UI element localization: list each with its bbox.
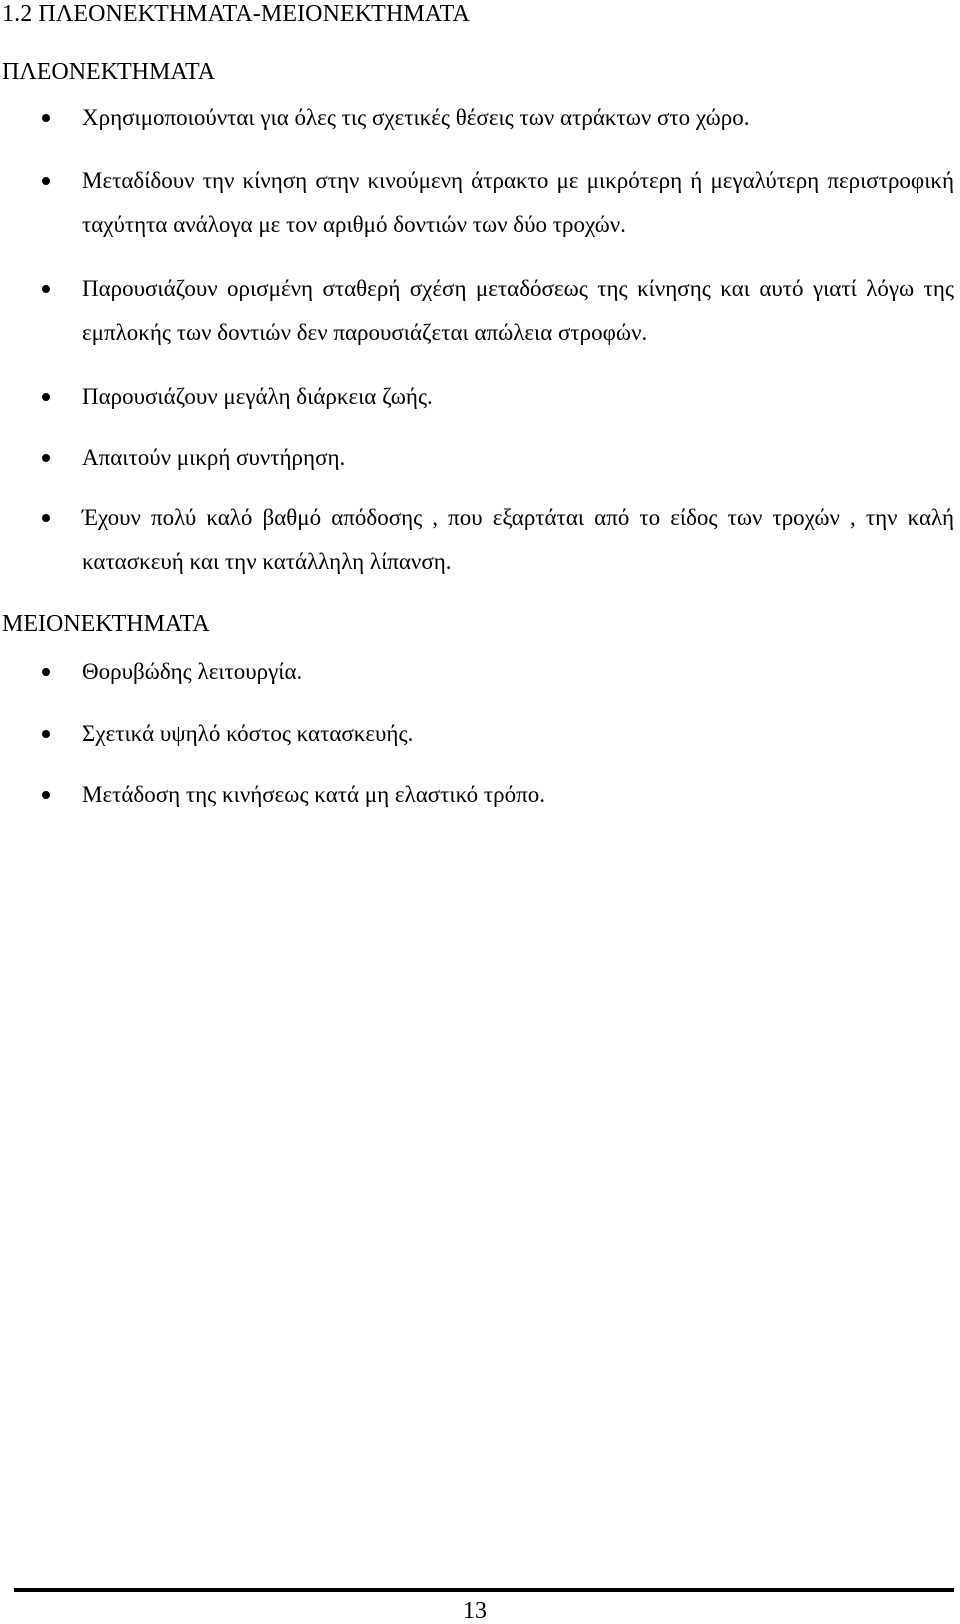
- bullet-icon: [42, 454, 50, 462]
- list-item-text: Παρουσιάζουν μεγάλη διάρκεια ζωής.: [82, 384, 433, 409]
- list-item-text: Απαιτούν μικρή συντήρηση.: [82, 445, 346, 470]
- list-item-text: Έχουν πολύ καλό βαθμό απόδοσης , που εξαρτάται από το είδος των τροχών , την καλή κατασκευή και την κατάλληλη λίπανση.: [82, 505, 954, 574]
- footer-divider: [14, 1588, 954, 1592]
- list-item-text: Θορυβώδης λειτουργία.: [82, 659, 303, 684]
- bullet-icon: [42, 730, 50, 738]
- bullet-icon: [42, 668, 50, 676]
- section-heading: 1.2 ΠΛΕΟΝΕΚΤΗΜΑΤΑ-ΜΕΙΟΝΕΚΤΗΜΑΤΑ: [2, 1, 470, 27]
- disadvantages-title: ΜΕΙΟΝΕΚΤΗΜΑΤΑ: [2, 611, 210, 637]
- advantages-title: ΠΛΕΟΝΕΚΤΗΜΑΤΑ: [2, 59, 216, 85]
- page-number: 13: [463, 1598, 487, 1624]
- bullet-icon: [42, 393, 50, 401]
- list-item-text: Μεταδίδουν την κίνηση στην κινούμενη άτρακτο με μικρότερη ή μεγαλύτερη περιστροφική ταχύτητα ανάλογα με τον αριθμό δοντιών των δύο τροχών.: [82, 168, 954, 237]
- bullet-icon: [42, 514, 50, 522]
- list-item-text: Σχετικά υψηλό κόστος κατασκευής.: [82, 721, 414, 746]
- bullet-icon: [42, 791, 50, 799]
- list-item-text: Χρησιμοποιούνται για όλες τις σχετικές θέσεις των ατράκτων στο χώρο.: [82, 105, 750, 130]
- list-item-text: Μετάδοση της κινήσεως κατά μη ελαστικό τρόπο.: [82, 782, 545, 807]
- bullet-icon: [42, 114, 50, 122]
- bullet-icon: [42, 177, 50, 185]
- bullet-icon: [42, 285, 50, 293]
- list-item-text: Παρουσιάζουν ορισμένη σταθερή σχέση μεταδόσεως της κίνησης και αυτό γιατί λόγω της εμπλοκής των δοντιών δεν παρουσιάζεται απώλεια στροφών.: [82, 276, 954, 345]
